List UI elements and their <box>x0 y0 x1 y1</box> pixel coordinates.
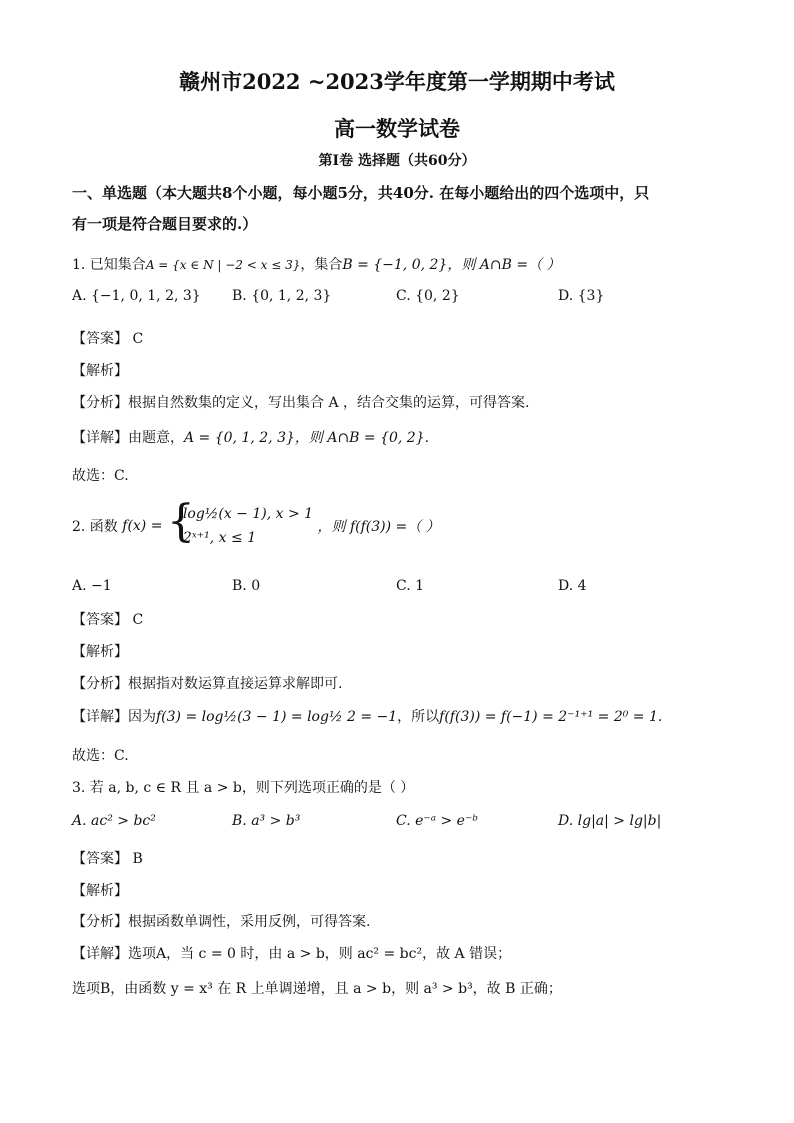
q1-detail <box>72 427 429 447</box>
q3-analysis-tag: 【解析】 <box>72 883 128 899</box>
fenxi-tag: 【分析】 <box>72 914 128 930</box>
q1-choose <box>72 465 129 485</box>
q1-stem-tail: ，则 A∩B =（ ） <box>447 257 561 273</box>
section-heading-line2: 有一项是符合题目要求的.） <box>72 215 258 233</box>
q2-choose-value: C. <box>114 748 129 764</box>
q3-fenxi-text: 根据函数单调性，采用反例，可得答案. <box>128 914 371 930</box>
q2-case-1: log½(x − 1), x > 1 <box>182 506 314 522</box>
q2-detail-math-2: f(f(3)) = f(−1) = 2⁻¹⁺¹ = 2⁰ = 1. <box>439 709 663 725</box>
q2-piecewise <box>166 496 314 550</box>
q1-fenxi <box>72 392 529 412</box>
detail-tag: 【详解】 <box>72 430 128 446</box>
q2-option-d: D. 4 <box>558 578 587 594</box>
q2-detail <box>72 706 662 726</box>
choose-tag: 故选： <box>72 468 114 484</box>
q1-option-b: B. {0, 1, 2, 3} <box>232 288 332 304</box>
q2-detail-mid: ，所以 <box>397 709 440 725</box>
q1-answer-value: C <box>132 331 144 347</box>
q3-detail-extra: 选项B，由函数 y = x³ 在 R 上单调递增，且 a > b，则 a³ > b³，故 B 正确； <box>72 981 562 997</box>
exam-subtitle: 高一数学试卷 <box>334 116 460 141</box>
q1-analysis-tag: 【解析】 <box>72 363 128 379</box>
q2-stem-tail: ，则 f(f(3)) =（ ） <box>317 519 440 535</box>
q2-answer <box>72 609 143 629</box>
q3-detail-text: 选项A，当 c = 0 时，由 a > b，则 ac² = bc²，故 A 错误； <box>128 946 512 962</box>
q3-answer <box>72 848 143 868</box>
section-heading-line1: 一、单选题（本大题共8个小题，每小题5分，共40分. 在每小题给出的四个选项中，只 <box>72 184 650 202</box>
q1-option-d: D. {3} <box>558 288 605 304</box>
fenxi-tag: 【分析】 <box>72 676 128 692</box>
q1-option-c: C. {0, 2} <box>396 288 460 304</box>
brace-icon: { <box>166 496 195 547</box>
part-heading: 第Ⅰ卷 选择题（共60分） <box>318 153 476 169</box>
q1-choose-value: C. <box>114 468 129 484</box>
q1-stem <box>72 254 561 274</box>
q1-fenxi-text: 根据自然数集的定义，写出集合 A ，结合交集的运算，可得答案. <box>128 395 530 411</box>
detail-tag: 【详解】 <box>72 709 128 725</box>
q3-option-b: B. a³ > b³ <box>232 813 301 829</box>
q1-detail-math: A = {0, 1, 2, 3}，则 A∩B = {0, 2}. <box>184 430 430 446</box>
answer-tag: 【答案】 <box>72 612 128 628</box>
q3-detail <box>72 943 511 963</box>
q1-answer <box>72 328 143 348</box>
q2-stem <box>72 496 440 550</box>
q2-option-c: C. 1 <box>396 578 425 594</box>
q2-stem-prefix: 2. 函数 <box>72 519 118 535</box>
q2-analysis-tag: 【解析】 <box>72 644 128 660</box>
answer-tag: 【答案】 <box>72 331 128 347</box>
q3-answer-value: B <box>132 851 143 867</box>
q3-option-c: C. e⁻ᵃ > e⁻ᵇ <box>396 813 478 829</box>
q1-option-a: A. {−1, 0, 1, 2, 3} <box>72 288 201 304</box>
q3-option-d: D. lg|a| > lg|b| <box>558 813 662 829</box>
q2-detail-prefix: 因为 <box>128 709 156 725</box>
q2-choose <box>72 745 129 765</box>
answer-tag: 【答案】 <box>72 851 128 867</box>
q2-option-b: B. 0 <box>232 578 261 594</box>
q3-fenxi <box>72 911 370 931</box>
q1-stem-mid: ，集合 <box>300 257 343 273</box>
q2-answer-value: C <box>132 612 144 628</box>
choose-tag: 故选： <box>72 748 114 764</box>
q2-option-a: A. −1 <box>72 578 112 594</box>
fenxi-tag: 【分析】 <box>72 395 128 411</box>
detail-tag: 【详解】 <box>72 946 128 962</box>
q1-detail-prefix: 由题意， <box>128 430 184 446</box>
q2-fenxi-text: 根据指对数运算直接运算求解即可. <box>128 676 343 692</box>
q3-option-a: A. ac² > bc² <box>72 813 156 829</box>
q2-fenxi <box>72 673 342 693</box>
q3-stem: 3. 若 a, b, c ∈ R 且 a > b，则下列选项正确的是（ ） <box>72 780 415 796</box>
q2-function-lhs: f(x) = <box>122 518 163 534</box>
exam-title: 赣州市2022 ~2023学年度第一学期期中考试 <box>179 69 615 94</box>
q1-set-b: B = {−1, 0, 2} <box>342 257 448 273</box>
q2-case-2: 2ˣ⁺¹, x ≤ 1 <box>182 530 257 546</box>
q1-set-a: A = {x ∈ N | −2 < x ≤ 3} <box>145 258 301 272</box>
q1-stem-prefix: 1. 已知集合 <box>72 257 146 273</box>
q2-detail-math-1: f(3) = log½(3 − 1) = log½ 2 = −1 <box>156 709 398 725</box>
